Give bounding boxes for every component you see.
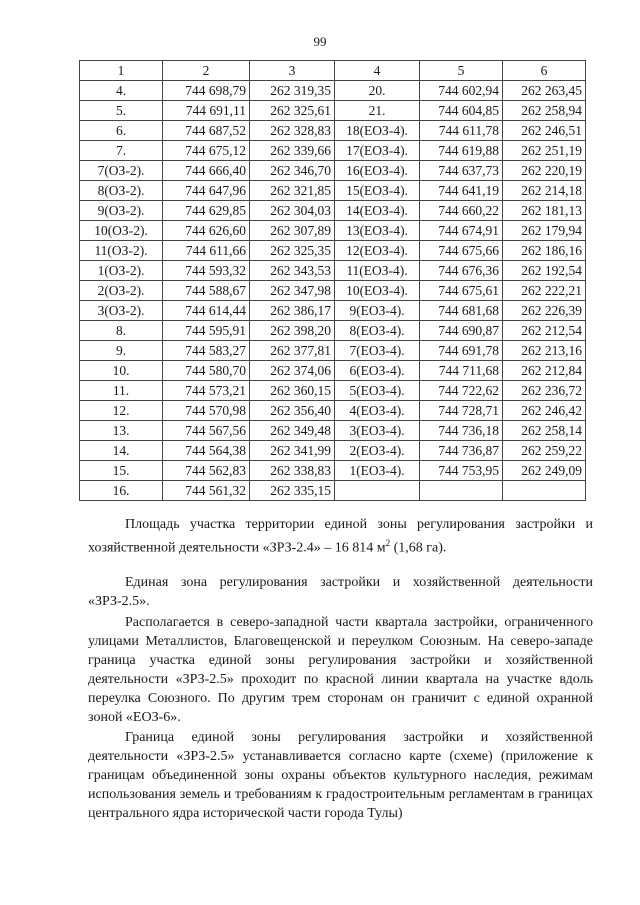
table-cell: 20.	[335, 81, 420, 101]
table-cell: 744 675,61	[420, 281, 503, 301]
table-cell: 744 611,78	[420, 121, 503, 141]
table-cell: 744 562,83	[163, 461, 250, 481]
table-cell: 262 186,16	[503, 241, 586, 261]
header-cell: 2	[163, 61, 250, 81]
table-row	[80, 481, 586, 501]
table-cell: 262 179,94	[503, 221, 586, 241]
table-cell: 11(ОЗ-2).	[80, 241, 163, 261]
table-cell: 744 629,85	[163, 201, 250, 221]
table-cell: 14.	[80, 441, 163, 461]
table-cell: 262 258,14	[503, 421, 586, 441]
table-cell: 744 641,19	[420, 181, 503, 201]
table-cell: 262 214,18	[503, 181, 586, 201]
table-cell: 7(ЕОЗ-4).	[335, 341, 420, 361]
table-cell: 10(ОЗ-2).	[80, 221, 163, 241]
table-row	[80, 361, 586, 381]
table-cell: 5.	[80, 101, 163, 121]
table-cell: 744 588,67	[163, 281, 250, 301]
table-cell: 744 573,21	[163, 381, 250, 401]
table-cell: 262 338,83	[250, 461, 335, 481]
table-cell: 744 676,36	[420, 261, 503, 281]
table-cell: 262 321,85	[250, 181, 335, 201]
table-cell: 1(ОЗ-2).	[80, 261, 163, 281]
table-cell: 744 570,98	[163, 401, 250, 421]
table-cell: 744 698,79	[163, 81, 250, 101]
table-cell	[420, 481, 503, 501]
table-cell	[335, 481, 420, 501]
table-cell: 262 192,54	[503, 261, 586, 281]
table-cell: 744 691,78	[420, 341, 503, 361]
zone-heading: Единая зона регулирования застройки и хозяйственной деятельности «ЗРЗ-2.5».	[88, 575, 593, 609]
table-cell: 262 349,48	[250, 421, 335, 441]
coordinates-table	[79, 60, 586, 501]
table-cell: 744 711,68	[420, 361, 503, 381]
header-cell: 4	[335, 61, 420, 81]
table-cell: 262 212,84	[503, 361, 586, 381]
table-cell: 262 236,72	[503, 381, 586, 401]
table-row	[80, 261, 586, 281]
table-cell	[503, 481, 586, 501]
table-cell: 262 386,17	[250, 301, 335, 321]
table-cell: 262 213,16	[503, 341, 586, 361]
table-cell: 262 259,22	[503, 441, 586, 461]
table-cell: 262 341,99	[250, 441, 335, 461]
table-cell: 744 660,22	[420, 201, 503, 221]
table-cell: 3(ЕОЗ-4).	[335, 421, 420, 441]
table-cell: 12.	[80, 401, 163, 421]
table-cell: 744 674,91	[420, 221, 503, 241]
table-cell: 15.	[80, 461, 163, 481]
table-header-row	[80, 61, 586, 81]
table-cell: 16.	[80, 481, 163, 501]
table-cell: 9.	[80, 341, 163, 361]
table-row	[80, 121, 586, 141]
table-cell: 9(ЕОЗ-4).	[335, 301, 420, 321]
table-cell: 262 307,89	[250, 221, 335, 241]
table-cell: 744 583,27	[163, 341, 250, 361]
table-cell: 744 619,88	[420, 141, 503, 161]
table-cell: 744 753,95	[420, 461, 503, 481]
table-cell: 8(ОЗ-2).	[80, 181, 163, 201]
area-text: Площадь участка территории единой зоны регулирования застройки и хозяйственной деятельности «ЗРЗ-2.4» – 16 814 м	[88, 517, 593, 556]
area-text-end: (1,68 га).	[390, 540, 447, 556]
table-cell: 262 356,40	[250, 401, 335, 421]
table-cell: 14(ЕОЗ-4).	[335, 201, 420, 221]
table-cell: 262 325,35	[250, 241, 335, 261]
header-cell: 1	[80, 61, 163, 81]
table-cell: 262 249,09	[503, 461, 586, 481]
page-number: 99	[313, 34, 327, 49]
table-cell: 16(ЕОЗ-4).	[335, 161, 420, 181]
table-cell: 5(ЕОЗ-4).	[335, 381, 420, 401]
table-row	[80, 441, 586, 461]
boundary-paragraph: Граница единой зоны регулирования застройки и хозяйственной деятельности «ЗРЗ-2.5» устанавливается согласно карте (схеме) (приложение к границам объединенной зоны охраны объектов культурного наследия, режимам использования земель и требованиям к градостроительным регламентам в границах центрального ядра исторической части города Тулы)	[88, 730, 593, 821]
table-row	[80, 201, 586, 221]
table-cell: 744 736,18	[420, 421, 503, 441]
table-row	[80, 421, 586, 441]
table-cell: 744 611,66	[163, 241, 250, 261]
table-cell: 744 647,96	[163, 181, 250, 201]
table-cell: 13(ЕОЗ-4).	[335, 221, 420, 241]
table-row	[80, 81, 586, 101]
table-cell: 262 251,19	[503, 141, 586, 161]
table-cell: 744 675,66	[420, 241, 503, 261]
header-cell: 6	[503, 61, 586, 81]
table-row	[80, 181, 586, 201]
table-cell: 262 263,45	[503, 81, 586, 101]
table-cell: 744 666,40	[163, 161, 250, 181]
table-row	[80, 161, 586, 181]
header-cell: 3	[250, 61, 335, 81]
table-cell: 744 728,71	[420, 401, 503, 421]
table-row	[80, 401, 586, 421]
area-superscript: 2	[385, 538, 391, 548]
table-cell: 744 722,62	[420, 381, 503, 401]
table-row	[80, 221, 586, 241]
table-row	[80, 321, 586, 341]
table-cell: 11.	[80, 381, 163, 401]
table-cell: 744 675,12	[163, 141, 250, 161]
table-cell: 262 328,83	[250, 121, 335, 141]
table-cell: 13.	[80, 421, 163, 441]
table-cell: 744 567,56	[163, 421, 250, 441]
table-row	[80, 141, 586, 161]
table-row	[80, 381, 586, 401]
table-cell: 262 374,06	[250, 361, 335, 381]
table-cell: 262 398,20	[250, 321, 335, 341]
table-cell: 15(ЕОЗ-4).	[335, 181, 420, 201]
table-cell: 744 595,91	[163, 321, 250, 341]
table-cell: 262 258,94	[503, 101, 586, 121]
table-cell: 1(ЕОЗ-4).	[335, 461, 420, 481]
table-cell: 744 614,44	[163, 301, 250, 321]
table-row	[80, 461, 586, 481]
table-cell: 18(ЕОЗ-4).	[335, 121, 420, 141]
table-cell: 262 246,42	[503, 401, 586, 421]
table-cell: 6(ЕОЗ-4).	[335, 361, 420, 381]
header-cell: 5	[420, 61, 503, 81]
table-cell: 2(ОЗ-2).	[80, 281, 163, 301]
table-cell: 262 222,21	[503, 281, 586, 301]
table-cell: 262 347,98	[250, 281, 335, 301]
table-row	[80, 101, 586, 121]
table-cell: 262 319,35	[250, 81, 335, 101]
table-cell: 744 564,38	[163, 441, 250, 461]
table-cell: 744 602,94	[420, 81, 503, 101]
table-cell: 262 360,15	[250, 381, 335, 401]
table-cell: 262 246,51	[503, 121, 586, 141]
table-cell: 4(ЕОЗ-4).	[335, 401, 420, 421]
table-cell: 262 325,61	[250, 101, 335, 121]
table-cell: 262 212,54	[503, 321, 586, 341]
table-cell: 744 561,32	[163, 481, 250, 501]
table-cell: 744 637,73	[420, 161, 503, 181]
table-cell: 262 226,39	[503, 301, 586, 321]
table-cell: 262 346,70	[250, 161, 335, 181]
area-paragraph	[88, 515, 593, 558]
table-row	[80, 281, 586, 301]
table-cell: 12(ЕОЗ-4).	[335, 241, 420, 261]
table-cell: 744 736,87	[420, 441, 503, 461]
table-cell: 11(ЕОЗ-4).	[335, 261, 420, 281]
location-paragraph: Располагается в северо-западной части квартала застройки, ограниченного улицами Металлистов, Благовещенской и переулком Союзным. На северо-западе граница участка единой зоны регулирования застройки и хозяйственной деятельности «ЗРЗ-2.5» проходит по красной линии квартала на участке вдоль переулка Союзного. По другим трем сторонам он граничит с единой охранной зоной «ЕОЗ-6».	[88, 615, 593, 725]
table-cell: 262 377,81	[250, 341, 335, 361]
table-cell: 10.	[80, 361, 163, 381]
table-cell: 744 687,52	[163, 121, 250, 141]
table-cell: 262 220,19	[503, 161, 586, 181]
table-cell: 8(ЕОЗ-4).	[335, 321, 420, 341]
table-cell: 262 343,53	[250, 261, 335, 281]
table-cell: 10(ЕОЗ-4).	[335, 281, 420, 301]
table-cell: 8.	[80, 321, 163, 341]
table-cell: 744 691,11	[163, 101, 250, 121]
table-cell: 17(ЕОЗ-4).	[335, 141, 420, 161]
table-cell: 262 335,15	[250, 481, 335, 501]
table-row	[80, 301, 586, 321]
table-cell: 262 304,03	[250, 201, 335, 221]
table-cell: 2(ЕОЗ-4).	[335, 441, 420, 461]
table-cell: 4.	[80, 81, 163, 101]
table-cell: 9(ОЗ-2).	[80, 201, 163, 221]
table-cell: 744 681,68	[420, 301, 503, 321]
table-cell: 7.	[80, 141, 163, 161]
table-cell: 744 690,87	[420, 321, 503, 341]
table-cell: 262 339,66	[250, 141, 335, 161]
table-cell: 3(ОЗ-2).	[80, 301, 163, 321]
table-row	[80, 341, 586, 361]
table-cell: 744 580,70	[163, 361, 250, 381]
table-cell: 6.	[80, 121, 163, 141]
table-cell: 7(ОЗ-2).	[80, 161, 163, 181]
table-cell: 262 181,13	[503, 201, 586, 221]
table-cell: 744 604,85	[420, 101, 503, 121]
table-cell: 744 626,60	[163, 221, 250, 241]
table-cell: 21.	[335, 101, 420, 121]
table-cell: 744 593,32	[163, 261, 250, 281]
table-row	[80, 241, 586, 261]
